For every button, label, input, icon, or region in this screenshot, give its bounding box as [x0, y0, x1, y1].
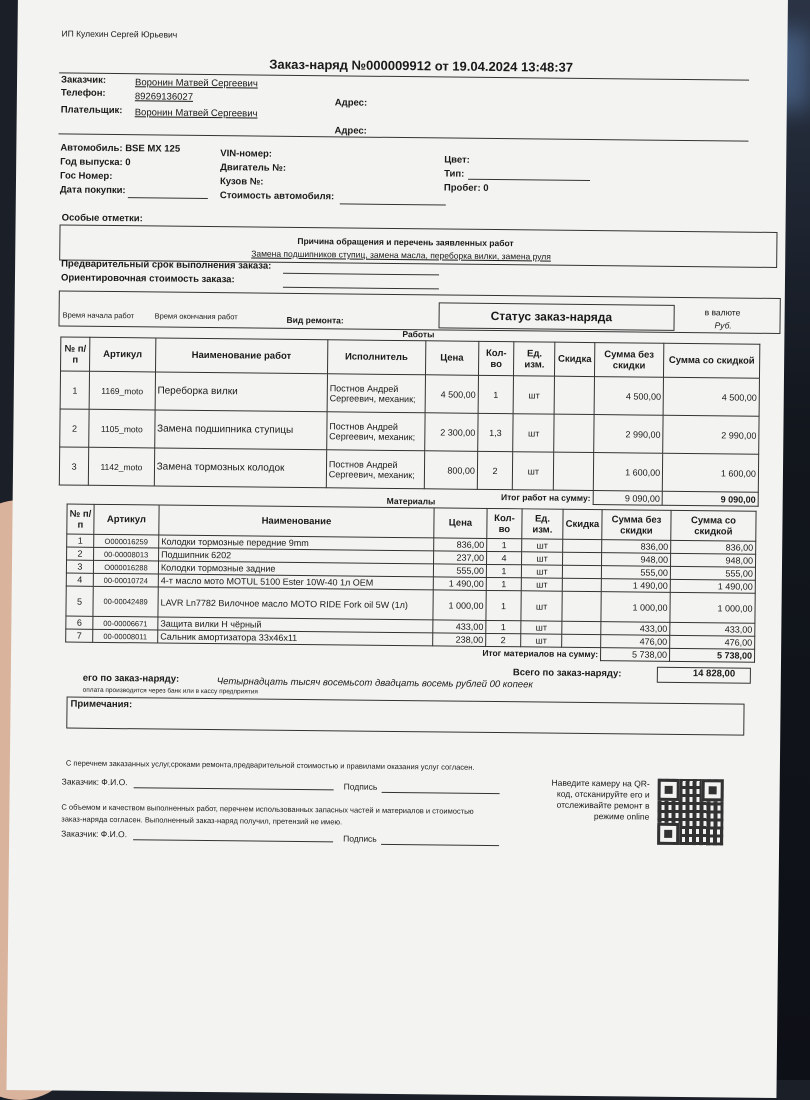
- body-label: Кузов №:: [219, 176, 264, 188]
- approx-cost-label: Ориентировочная стоимость заказа:: [60, 272, 235, 286]
- works-cell-art: 1105_moto: [89, 409, 155, 448]
- materials-cell-name: Колодки тормозные передние 9mm: [159, 535, 434, 551]
- materials-cell-sum-disc: 433,00: [670, 622, 755, 636]
- materials-cell-disc: [562, 621, 601, 634]
- materials-cell-price: 836,00: [434, 538, 487, 552]
- vin-label: VIN-номер:: [220, 148, 273, 160]
- works-cell-disc: [555, 376, 595, 414]
- payer-label: Плательщик:: [60, 104, 123, 117]
- materials-cell-sum-disc: 1 000,00: [670, 592, 755, 623]
- works-cell-sum-disc: 1 600,00: [663, 453, 759, 492]
- works-cell-n: 1: [60, 371, 90, 409]
- works-header: Артикул: [90, 337, 156, 372]
- start-time-label: Время начала работ: [62, 310, 135, 321]
- materials-cell-n: 1: [67, 534, 94, 547]
- materials-cell-sum-disc: 836,00: [671, 540, 756, 554]
- currency-value: Руб.: [714, 320, 732, 331]
- materials-cell-art: 00-00008013: [94, 547, 159, 561]
- materials-header: Сумма со скидкой: [671, 510, 756, 541]
- reason-text: Замена подшипников ступиц, замена масла, переборка вилки, замена руля: [251, 248, 551, 262]
- works-table: [59, 336, 761, 506]
- materials-cell-unit: шт: [521, 621, 562, 634]
- materials-total: 5 738,00: [601, 648, 670, 662]
- prelim-term-line: [283, 273, 439, 276]
- qr-finder-pattern: [658, 779, 680, 801]
- vehicle-cost-line: [340, 203, 446, 205]
- works-header: Цена: [425, 341, 479, 376]
- address-label: Адрес:: [334, 97, 368, 109]
- vehicle-model: Автомобиль: BSE MX 125: [60, 142, 181, 155]
- vehicle-purchase-date: Дата покупки:: [59, 184, 126, 197]
- materials-cell-name: Защита вилки Н чёрный: [158, 617, 433, 633]
- engine-label: Двигатель №:: [220, 162, 287, 174]
- grand-total-words: Четырнадцать тысяч восемьсот двадцать восемь рублей 00 копеек: [216, 676, 533, 691]
- purchase-date-line: [128, 197, 208, 199]
- customer-name: Воронин Матвей Сергеевич: [134, 77, 258, 90]
- reason-title: Причина обращения и перечень заявленных работ: [297, 235, 514, 249]
- materials-cell-price: 1 490,00: [433, 577, 486, 591]
- grand-total-value: 14 828,00: [692, 668, 736, 680]
- materials-cell-disc: [562, 591, 601, 621]
- special-notes-label: Особые отметки:: [61, 212, 143, 225]
- mileage-label: Пробег: 0: [443, 182, 489, 194]
- materials-cell-name: Подшипник 6202: [159, 548, 434, 564]
- works-cell-art: 1142_moto: [89, 447, 155, 486]
- materials-cell-art: О000016288: [93, 560, 158, 574]
- works-cell-name: Замена подшипника ступицы: [154, 410, 327, 450]
- materials-header: № п/п: [67, 504, 94, 534]
- works-cell-sum: 4 500,00: [594, 377, 664, 416]
- materials-cell-sum: 476,00: [601, 635, 670, 649]
- materials-section-title: Материалы: [386, 495, 436, 507]
- materials-cell-sum: 1 000,00: [601, 592, 670, 623]
- works-cell-price: 4 500,00: [425, 375, 479, 414]
- materials-cell-qty: 1: [487, 538, 522, 551]
- works-cell-sum-disc: 2 990,00: [663, 415, 759, 454]
- materials-cell-disc: [562, 634, 601, 647]
- works-cell-exec: Постнов Андрей Сергеевич, механик;: [327, 374, 425, 413]
- qr-code[interactable]: [657, 779, 724, 846]
- materials-cell-art: 00-00042489: [93, 586, 158, 617]
- works-header: Скидка: [555, 342, 595, 376]
- materials-table: [65, 504, 757, 663]
- materials-header: Ед. изм.: [522, 509, 563, 539]
- works-cell-unit: шт: [512, 452, 554, 490]
- page-title: Заказ-наряд №000009912 от 19.04.2024 13:48:37: [269, 56, 574, 75]
- customer-label: Заказчик:: [61, 74, 107, 86]
- currency-label: в валюте: [704, 307, 741, 318]
- materials-cell-qty: 1: [486, 590, 521, 620]
- customer-sign-label: Заказчик: Ф.И.О.: [61, 776, 128, 788]
- vehicle-cost-label: Стоимость автомобиля:: [219, 190, 335, 203]
- materials-cell-n: 4: [66, 573, 93, 586]
- materials-cell-unit: шт: [522, 539, 563, 552]
- materials-header: Сумма без скидки: [602, 510, 671, 541]
- prelim-term-label: Предварительный срок выполнения заказа:: [61, 258, 272, 272]
- materials-cell-sum: 836,00: [602, 540, 671, 554]
- vehicle-year: Год выпуска: 0: [60, 156, 131, 169]
- materials-cell-name: LAVR Ln7782 Вилочное масло MOTO RIDE Fork oil 5W (1л): [158, 587, 433, 620]
- materials-cell-art: О000016259: [94, 534, 159, 548]
- materials-cell-disc: [563, 552, 602, 565]
- signature-label: Подпись: [343, 781, 378, 792]
- works-cell-n: 2: [60, 409, 90, 447]
- works-header: Кол-во: [478, 341, 514, 375]
- materials-cell-n: 2: [67, 547, 94, 560]
- signature-line-2: [381, 844, 499, 846]
- agreement-text-1: С перечнем заказанных услуг,сроками ремонта,предварительной стоимостью и правилами оказания услуг согласен.: [65, 758, 475, 772]
- materials-cell-qty: 4: [487, 551, 522, 564]
- works-cell-exec: Постнов Андрей Сергеевич, механик;: [326, 450, 424, 489]
- remarks-label: Примечания:: [70, 698, 133, 711]
- works-cell-name: Замена тормозных колодок: [154, 448, 327, 488]
- payment-note: оплата производится через банк или в кассу предприятия: [82, 686, 258, 696]
- materials-cell-name: 4-т масло мото MOTUL 5100 Ester 10W-40 1л OEM: [158, 574, 433, 590]
- grand-total-words-label: его по заказ-наряду:: [82, 672, 180, 685]
- materials-cell-sum: 555,00: [601, 566, 670, 580]
- works-cell-disc: [554, 452, 594, 490]
- materials-cell-n: 7: [66, 629, 93, 642]
- materials-cell-sum: 948,00: [602, 553, 671, 567]
- works-cell-price: 2 300,00: [424, 413, 478, 452]
- materials-cell-unit: шт: [521, 591, 562, 621]
- works-cell-qty: 2: [477, 451, 513, 489]
- materials-cell-n: 3: [66, 560, 93, 573]
- works-section-title: Работы: [402, 329, 435, 340]
- materials-total-disc: 5 738,00: [670, 648, 755, 662]
- signature-label-2: Подпись: [343, 833, 377, 844]
- works-cell-sum-disc: 4 500,00: [663, 377, 759, 416]
- agreement-text-2a: С объемом и качеством выполненных работ, перечнем использованных запасных частей и материалов и стоимостью: [61, 802, 474, 816]
- works-cell-price: 800,00: [424, 451, 478, 490]
- vehicle-plate: Гос Номер:: [59, 170, 113, 182]
- materials-cell-sum-disc: 555,00: [670, 566, 755, 580]
- materials-cell-art: 00-00010724: [93, 573, 158, 587]
- works-cell-qty: 1,3: [478, 413, 514, 451]
- materials-cell-price: 433,00: [433, 620, 486, 634]
- materials-header: Артикул: [94, 504, 159, 535]
- materials-cell-qty: 1: [486, 620, 521, 633]
- materials-cell-n: 6: [66, 616, 93, 629]
- materials-cell-qty: 1: [486, 564, 521, 577]
- type-label: Тип:: [444, 168, 465, 180]
- type-line: [468, 179, 590, 181]
- works-cell-unit: шт: [513, 376, 555, 414]
- materials-total-label: Итог материалов на сумму:: [482, 648, 599, 660]
- materials-header: Кол-во: [487, 508, 522, 538]
- end-time-label: Время окончания работ: [154, 311, 238, 322]
- works-cell-exec: Постнов Андрей Сергеевич, механик;: [327, 412, 425, 451]
- materials-cell-unit: шт: [521, 578, 562, 591]
- materials-cell-disc: [563, 539, 602, 552]
- customer-sign-label-2: Заказчик: Ф.И.О.: [61, 828, 128, 840]
- works-cell-unit: шт: [513, 414, 555, 452]
- works-cell-disc: [554, 414, 594, 452]
- phone-value: 89269136027: [134, 91, 194, 103]
- materials-cell-price: 238,00: [433, 633, 486, 647]
- materials-cell-price: 1 000,00: [433, 590, 486, 621]
- color-label: Цвет:: [444, 154, 470, 166]
- materials-header: Скидка: [563, 509, 602, 539]
- materials-cell-unit: шт: [521, 565, 562, 578]
- works-cell-art: 1169_moto: [89, 371, 155, 410]
- materials-cell-unit: шт: [521, 634, 562, 647]
- repair-type-label: Вид ремонта:: [286, 314, 344, 326]
- agreement-text-2b: заказ-наряда согласен. Выполненный заказ-наряд получил, претензий не имею.: [61, 814, 343, 827]
- materials-cell-sum-disc: 476,00: [670, 635, 755, 649]
- qr-finder-pattern: [657, 823, 679, 845]
- grand-total-label: Всего по заказ-наряду:: [512, 667, 622, 680]
- approx-cost-line: [283, 287, 439, 290]
- qr-finder-pattern: [702, 779, 724, 801]
- payer-name: Воронин Матвей Сергеевич: [134, 107, 258, 120]
- phone-label: Телефон:: [60, 87, 106, 99]
- materials-cell-qty: 2: [486, 633, 521, 646]
- customer-name-line: [134, 787, 334, 790]
- works-header: Наименование работ: [155, 338, 328, 374]
- qr-instructions: Наведите камеру на QR-код, отсканируйте его и отслеживайте ремонт в режиме online: [551, 777, 650, 822]
- works-header: Ед. изм.: [514, 342, 556, 376]
- works-total: 9 090,00: [593, 491, 663, 506]
- company-name: ИП Кулехин Сергей Юрьевич: [61, 28, 178, 40]
- works-cell-sum: 1 600,00: [593, 453, 663, 492]
- materials-cell-disc: [562, 565, 601, 578]
- status-label: Статус заказ-наряда: [490, 308, 613, 325]
- materials-cell-art: 00-00006671: [93, 616, 158, 630]
- works-header: № п/п: [61, 337, 91, 371]
- materials-header: Цена: [434, 508, 487, 539]
- works-cell-name: Переборка вилки: [155, 372, 328, 412]
- works-header: Исполнитель: [327, 340, 425, 375]
- materials-cell-unit: шт: [522, 552, 563, 565]
- materials-cell-sum: 433,00: [601, 622, 670, 636]
- materials-cell-sum-disc: 1 490,00: [670, 579, 755, 593]
- materials-cell-art: 00-00008011: [93, 629, 158, 643]
- materials-cell-sum: 1 490,00: [601, 579, 670, 593]
- materials-cell-n: 5: [66, 586, 93, 616]
- signature-line: [382, 792, 500, 794]
- works-header: Сумма со скидкой: [664, 343, 760, 378]
- address-label-2: Адрес:: [334, 125, 367, 137]
- work-order-sheet: [6, 0, 787, 1098]
- materials-cell-price: 555,00: [433, 564, 486, 578]
- materials-header: Наименование: [159, 505, 434, 538]
- works-cell-n: 3: [59, 447, 89, 485]
- works-total-disc: 9 090,00: [662, 491, 758, 506]
- works-cell-sum: 2 990,00: [593, 415, 663, 454]
- customer-name-line-2: [133, 839, 333, 842]
- materials-cell-price: 237,00: [434, 551, 487, 565]
- materials-cell-qty: 1: [486, 577, 521, 590]
- materials-cell-name: Колодки тормозные задние: [158, 561, 433, 577]
- materials-cell-name: Сальник амортизатора 33х46х11: [158, 630, 433, 646]
- works-total-label: Итог работ на сумму:: [500, 491, 591, 503]
- works-header: Сумма без скидки: [594, 343, 664, 378]
- materials-cell-sum-disc: 948,00: [671, 553, 756, 567]
- works-cell-qty: 1: [478, 375, 514, 413]
- materials-cell-disc: [562, 578, 601, 591]
- remarks-box: [66, 697, 744, 736]
